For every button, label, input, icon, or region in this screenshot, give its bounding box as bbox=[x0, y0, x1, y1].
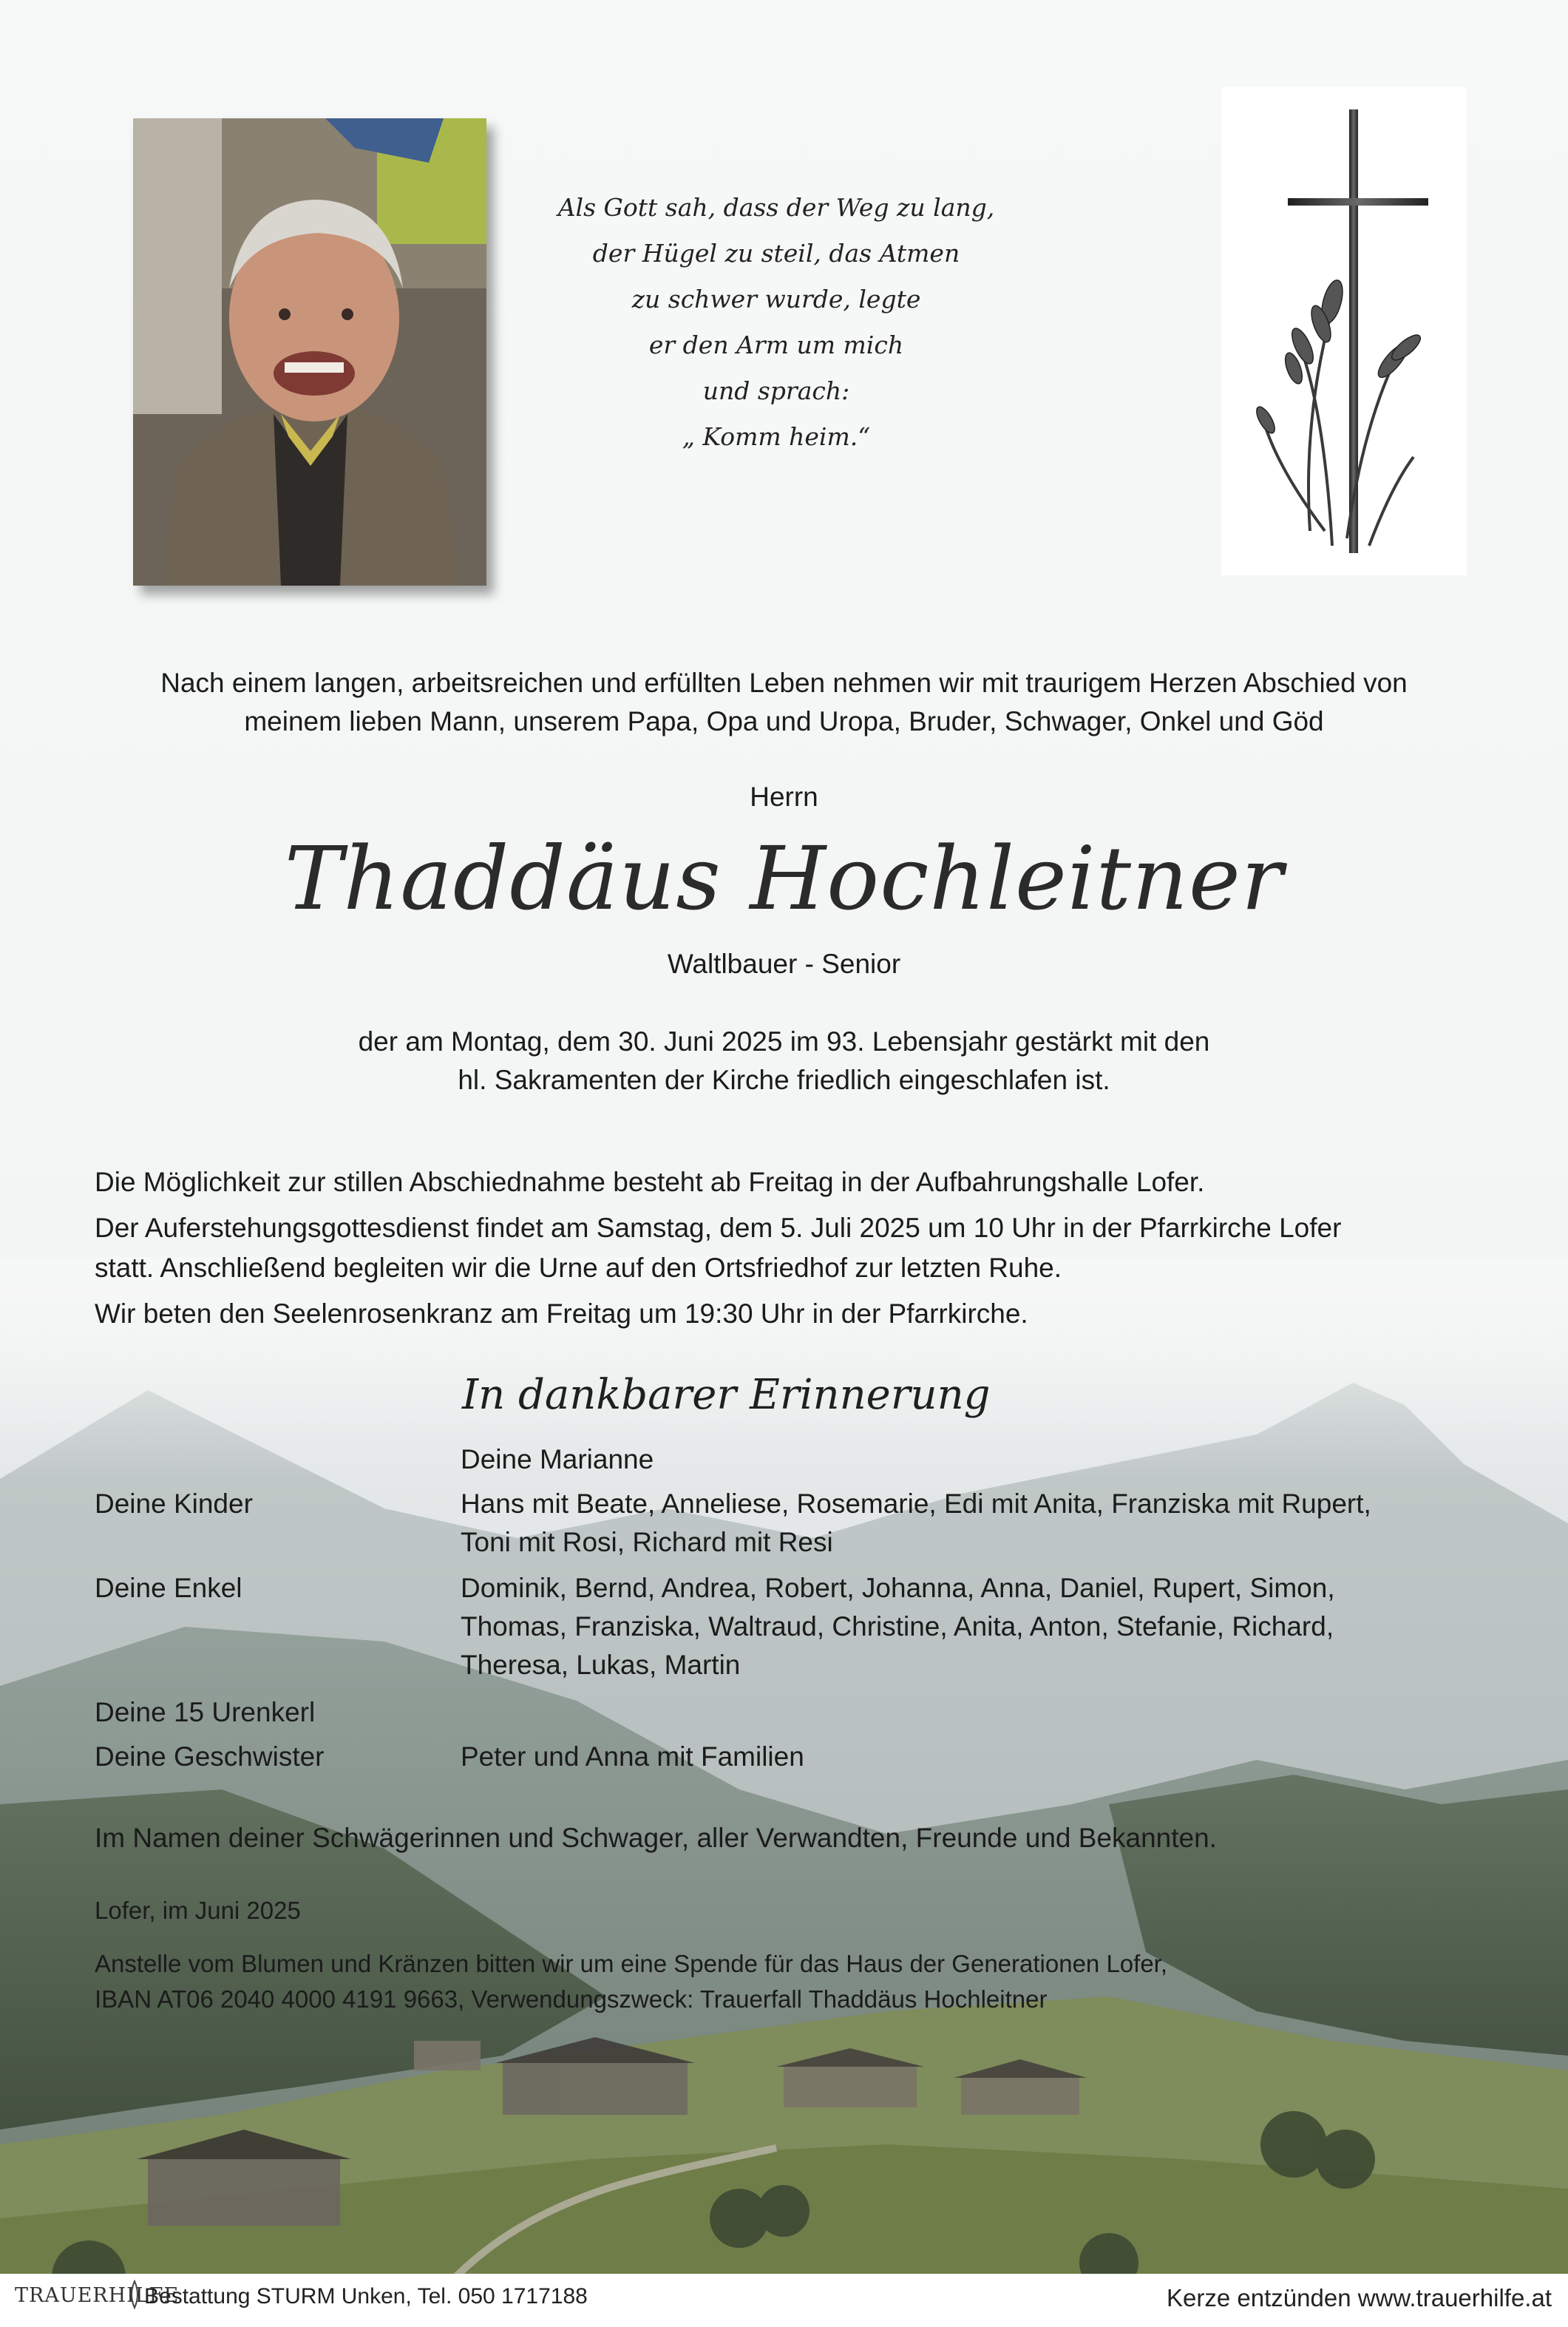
occupation: Waltlbauer - Senior bbox=[667, 949, 901, 979]
light-candle-link[interactable]: Kerze entzünden www.trauerhilfe.at bbox=[1167, 2284, 1552, 2311]
intro-text bbox=[0, 664, 1568, 741]
undertaker-info: Bestattung STURM Unken, Tel. 050 1717188 bbox=[144, 2284, 588, 2309]
death-notice-line: hl. Sakramenten der Kirche friedlich eingeschlafen ist. bbox=[458, 1065, 1110, 1095]
detail-line: Der Auferstehungsgottesdienst findet am Samstag, dem 5. Juli 2025 um 10 Uhr in der Pfarrkirche Lofer bbox=[95, 1213, 1342, 1243]
mourner-names bbox=[461, 1569, 1496, 1684]
mourner-name-line: Deine Marianne bbox=[461, 1444, 654, 1474]
intro-line: meinem lieben Mann, unserem Papa, Opa und Uropa, Bruder, Schwager, Onkel und Göd bbox=[244, 706, 1324, 736]
donation-line: Anstelle vom Blumen und Kränzen bitten wir um eine Spende für das Haus der Generationen Lofer, bbox=[95, 1950, 1168, 1977]
trauerhilfe-logo: TRAUERHILFE bbox=[15, 2284, 180, 2307]
poem-line: „ Komm heim.“ bbox=[682, 422, 871, 451]
death-notice bbox=[0, 1023, 1568, 1100]
memory-heading: In dankbarer Erinnerung bbox=[462, 1371, 991, 1419]
mourner-label: Deine Geschwister bbox=[95, 1741, 325, 1772]
donation-line: IBAN AT06 2040 4000 4191 9663, Verwendungszweck: Trauerfall Thaddäus Hochleitner bbox=[95, 1985, 1048, 2013]
mourner-label: Deine 15 Urenkerl bbox=[95, 1697, 316, 1727]
mourner-name-line: Dominik, Bernd, Andrea, Robert, Johanna, Anna, Daniel, Rupert, Simon, bbox=[461, 1573, 1335, 1603]
mourner-name-line: Thomas, Franziska, Waltraud, Christine, Anita, Anton, Stefanie, Richard, bbox=[461, 1611, 1334, 1642]
cross-emblem bbox=[1221, 87, 1467, 575]
intro-line: Nach einem langen, arbeitsreichen und erfüllten Leben nehmen wir mit traurigem Herzen Abschied von bbox=[160, 668, 1408, 698]
mourner-names bbox=[461, 1440, 1496, 1479]
mourner-names bbox=[461, 1485, 1496, 1562]
detail-line: Wir beten den Seelenrosenkranz am Freitag um 19:30 Uhr in der Pfarrkirche. bbox=[95, 1298, 1028, 1329]
footer bbox=[0, 2274, 1568, 2327]
mourner-label: Deine Enkel bbox=[95, 1573, 242, 1603]
ceremony-details bbox=[95, 1163, 1499, 1335]
in-name-of: Im Namen deiner Schwägerinnen und Schwager, aller Verwandten, Freunde und Bekannten. bbox=[95, 1823, 1217, 1853]
poem-line: der Hügel zu steil, das Atmen bbox=[592, 239, 960, 268]
detail-line: statt. Anschließend begleiten wir die Urne auf den Ortsfriedhof zur letzten Ruhe. bbox=[95, 1253, 1062, 1283]
detail-line: Die Möglichkeit zur stillen Abschiednahme besteht ab Freitag in der Aufbahrungshalle Lofer. bbox=[95, 1167, 1205, 1197]
poem-line: er den Arm um mich bbox=[648, 331, 904, 359]
death-notice-line: der am Montag, dem 30. Juni 2025 im 93. Lebensjahr gestärkt mit den bbox=[358, 1026, 1210, 1057]
mourner-name-line: Hans mit Beate, Anneliese, Rosemarie, Edi mit Anita, Franziska mit Rupert, bbox=[461, 1488, 1371, 1519]
poem bbox=[517, 185, 1035, 460]
mourner-name-line: Theresa, Lukas, Martin bbox=[461, 1650, 741, 1680]
wheat-icon bbox=[1266, 309, 1413, 546]
poem-line: und sprach: bbox=[702, 376, 850, 405]
donation-note bbox=[95, 1946, 1167, 2017]
poem-line: zu schwer wurde, legte bbox=[631, 285, 921, 314]
mourner-names bbox=[461, 1738, 1496, 1776]
mourner-label: Deine Kinder bbox=[95, 1488, 253, 1519]
place-date: Lofer, im Juni 2025 bbox=[95, 1897, 301, 1924]
salutation: Herrn bbox=[750, 782, 818, 812]
leaf-icon bbox=[127, 2280, 142, 2309]
poem-line: Als Gott sah, dass der Weg zu lang, bbox=[557, 193, 995, 222]
mourner-name-line: Toni mit Rosi, Richard mit Resi bbox=[461, 1527, 833, 1557]
portrait-photo bbox=[133, 118, 486, 586]
deceased-name: Thaddäus Hochleitner bbox=[284, 827, 1284, 929]
mourner-name-line: Peter und Anna mit Familien bbox=[461, 1741, 804, 1772]
